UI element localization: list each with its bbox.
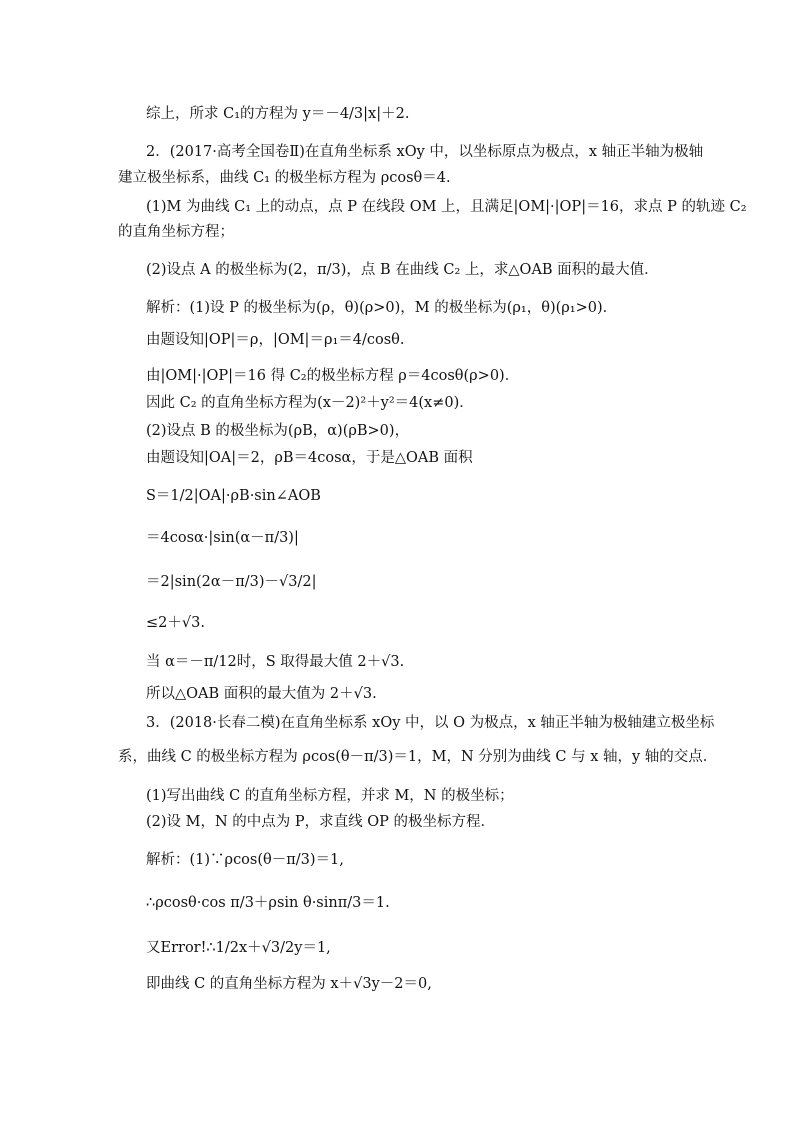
solution2-line1: 解析：(1)设 P 的极坐标为(ρ，θ)(ρ>0)，M 的极坐标为(ρ₁，θ)(ρ₁>0)． xyxy=(146,300,618,316)
solution2-line2: 由题设知|OP|＝ρ，|OM|＝ρ₁＝4/cosθ. xyxy=(146,332,405,348)
solution3-line1: 解析：(1)∵ρcos(θ－π/3)＝1, xyxy=(146,852,344,868)
problem2-question1-a: (1)M 为曲线 C₁ 上的动点，点 P 在线段 OM 上，且满足|OM|·|OP|＝16，求点 P 的轨迹 C₂ xyxy=(146,199,747,215)
solution2-step1: ＝4cosα·|sin(α－π/3)| xyxy=(146,530,299,546)
solution2-step3: ≤2＋√3. xyxy=(146,615,205,631)
solution2-line5: (2)设点 B 的极坐标为(ρB，α)(ρB>0)， xyxy=(146,423,410,439)
problem3-question1: (1)写出曲线 C 的直角坐标方程，并求 M，N 的极坐标； xyxy=(146,788,514,804)
line-conclusion: 综上，所求 C₁的方程为 y＝－4/3|x|＋2. xyxy=(146,106,410,122)
solution2-area-formula: S＝1/2|OA|·ρB·sin∠AOB xyxy=(146,488,321,504)
solution3-line3: 又Error!∴1/2x＋√3/2y＝1, xyxy=(146,940,331,956)
solution3-line2: ∴ρcosθ·cos π/3＋ρsin θ·sinπ/3＝1. xyxy=(146,895,390,911)
solution2-step2: ＝2|sin(2α－π/3)－√3/2| xyxy=(146,574,317,590)
problem2-heading-b: 建立极坐标系，曲线 C₁ 的极坐标方程为 ρcosθ＝4. xyxy=(118,170,451,186)
problem3-question2: (2)设 M，N 的中点为 P，求直线 OP 的极坐标方程． xyxy=(146,814,496,830)
problem3-heading-b: 系，曲线 C 的极坐标方程为 ρcos(θ－π/3)＝1，M，N 分别为曲线 C 与 x 轴，y 轴的交点． xyxy=(118,749,718,765)
problem3-heading-a: 3．(2018·长春二模)在直角坐标系 xOy 中，以 O 为极点，x 轴正半轴为极轴建立极坐标 xyxy=(146,715,715,731)
solution2-max-condition: 当 α＝－π/12时，S 取得最大值 2＋√3. xyxy=(146,654,405,670)
problem2-heading-a: 2．(2017·高考全国卷Ⅱ)在直角坐标系 xOy 中，以坐标原点为极点，x 轴正半轴为极轴 xyxy=(146,144,704,160)
problem2-question2: (2)设点 A 的极坐标为(2，π/3)，点 B 在曲线 C₂ 上，求△OAB 面积的最大值． xyxy=(146,262,659,278)
solution2-conclusion: 所以△OAB 面积的最大值为 2＋√3. xyxy=(146,686,377,702)
problem2-question1-b: 的直角坐标方程； xyxy=(118,224,234,240)
solution2-line4: 因此 C₂ 的直角坐标方程为(x－2)²＋y²＝4(x≠0)． xyxy=(146,395,474,411)
solution3-line4: 即曲线 C 的直角坐标方程为 x＋√3y－2＝0, xyxy=(146,976,432,992)
solution2-line6: 由题设知|OA|＝2，ρB＝4cosα，于是△OAB 面积 xyxy=(146,450,473,466)
solution2-line3: 由|OM|·|OP|＝16 得 C₂的极坐标方程 ρ＝4cosθ(ρ>0)． xyxy=(146,368,520,384)
